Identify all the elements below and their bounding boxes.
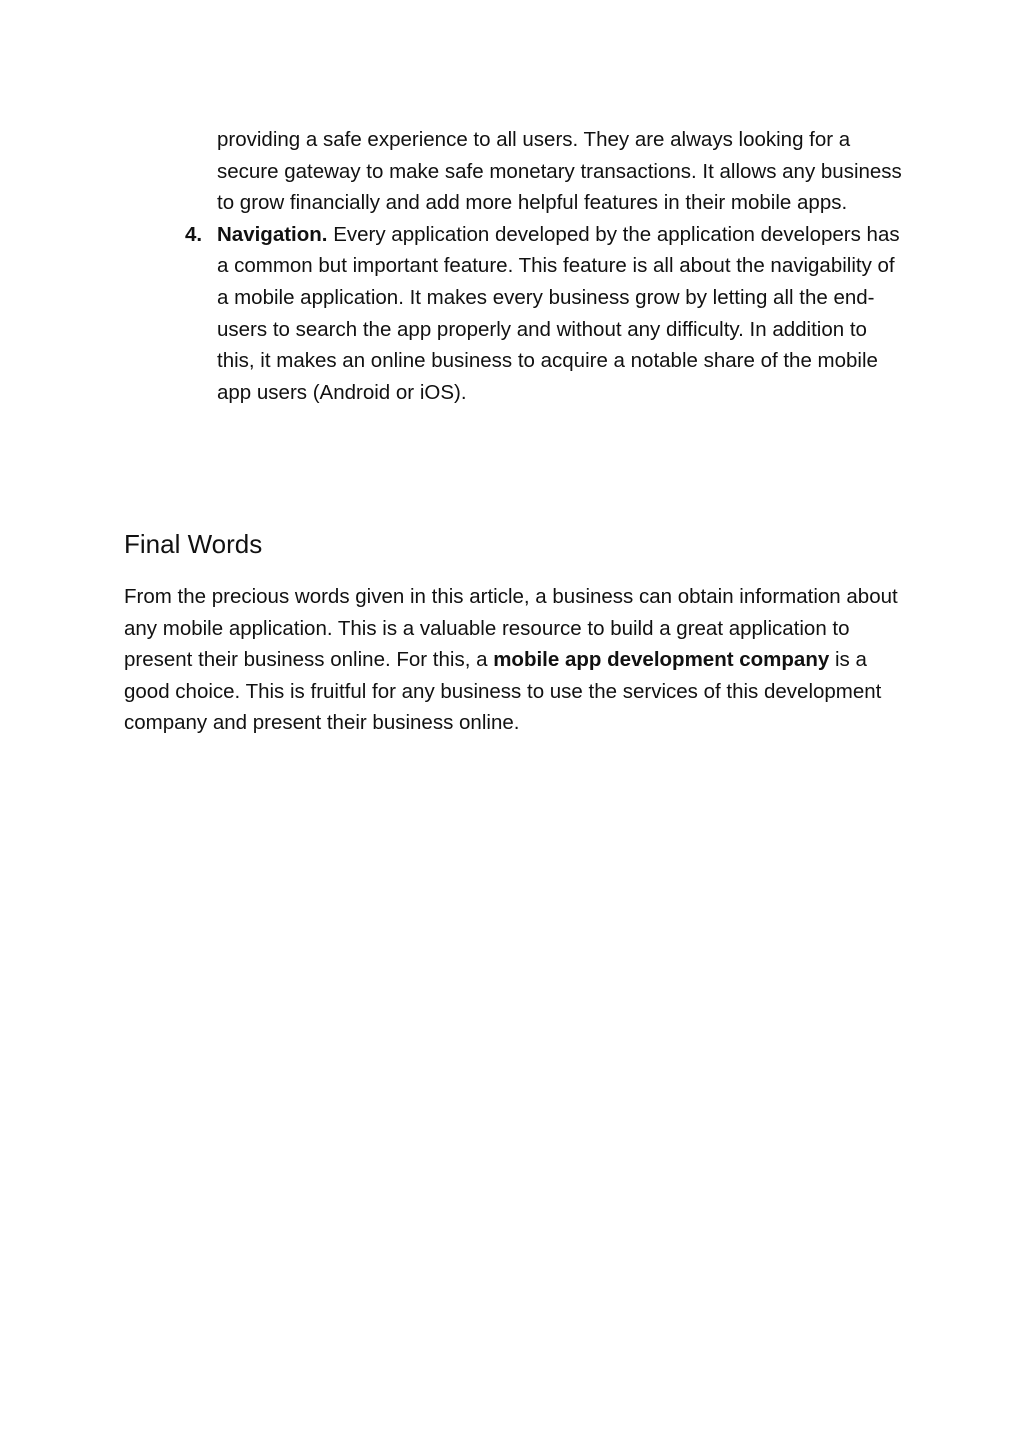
- list-item-navigation: [185, 219, 907, 409]
- list-item-number: 4.: [185, 222, 203, 246]
- list-item-continued: [217, 124, 907, 219]
- paragraph-text-end: is a good choice. This is fruitful for any business to use the services of this development company and present their business online.: [124, 648, 882, 735]
- list-item-text: Every application developed by the application developers has a common but important feature. This feature is all about the navigability of a mobile application. It makes every business grow by letting all the end-users to search the app properly and without any difficulty. In addition to this, it makes an online business to acquire a notable share of the mobile app users (Android or iOS).: [217, 222, 900, 404]
- paragraph-text-start: From the precious words given in this article, a business can obtain information about any mobile application. This is a valuable resource to build a great application to present their business online. For this, a: [124, 585, 898, 672]
- list-item-text: providing a safe experience to all users. They are always looking for a secure gateway to make safe monetary transactions. It allows any business to grow financially and add more helpful features in their mobile apps.: [217, 128, 902, 215]
- section-heading-final-words: Final Words: [124, 529, 263, 559]
- final-words-paragraph: [124, 581, 914, 739]
- bold-phrase: mobile app development company: [493, 648, 830, 672]
- numbered-list: [185, 124, 907, 408]
- list-item-title: Navigation.: [217, 222, 328, 246]
